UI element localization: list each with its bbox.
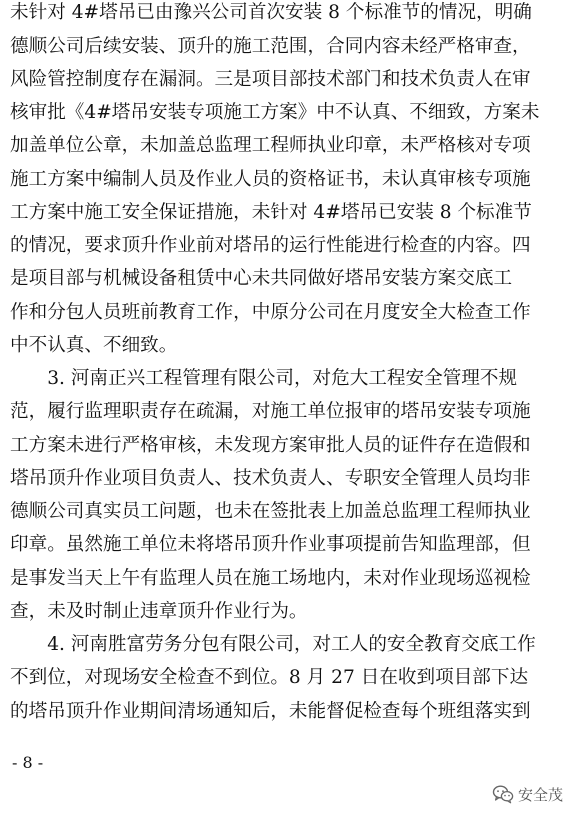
- text-line: 风险管控制度存在漏洞。三是项目部技术部门和技术负责人在审: [10, 69, 531, 90]
- text-line: 施工方案中编制人员及作业人员的资格证书，未认真审核专项施: [10, 169, 531, 190]
- text-line: 不到位，对现场安全检查不到位。8 月 27 日在收到项目部下达: [10, 667, 529, 688]
- watermark-text: 安全茂: [518, 785, 564, 804]
- text-line: 的塔吊顶升作业期间清场通知后，未能督促检查每个班组落实到: [10, 701, 531, 722]
- text-line: 的情况，要求顶升作业前对塔吊的运行性能进行检查的内容。四: [10, 235, 531, 256]
- page-number: - 8 -: [12, 753, 44, 772]
- text-line: 工方案中施工安全保证措施，未针对 4#塔吊已安装 8 个标准节: [10, 202, 532, 223]
- text-line: 作和分包人员班前教育工作，中原分公司在月度安全大检查工作: [10, 302, 531, 323]
- text-line: 工方案未进行严格审核，未发现方案审批人员的证件存在造假和: [10, 435, 531, 456]
- text-line: 塔吊顶升作业项目负责人、技术负责人、专职安全管理人员均非: [10, 468, 531, 489]
- text-line: 3. 河南正兴工程管理有限公司，对危大工程安全管理不规: [10, 368, 518, 389]
- text-line: 4. 河南胜富劳务分包有限公司，对工人的安全教育交底工作: [10, 634, 536, 655]
- text-line: 查，未及时制止违章顶升作业行为。: [10, 601, 308, 622]
- text-line: 中不认真、不细致。: [10, 335, 178, 356]
- text-line: 是事发当天上午有监理人员在施工场地内，未对作业现场巡视检: [10, 568, 531, 589]
- text-line: 德顺公司后续安装、顶升的施工范围，合同内容未经严格审查，: [10, 36, 531, 57]
- text-line: 德顺公司真实员工问题，也未在签批表上加盖总监理工程师执业: [10, 501, 531, 522]
- text-line: 范，履行监理职责存在疏漏，对施工单位报审的塔吊安装专项施: [10, 401, 531, 422]
- text-line: 印章。虽然施工单位未将塔吊顶升作业事项提前告知监理部，但: [10, 534, 531, 555]
- text-line: 是项目部与机械设备租赁中心未共同做好塔吊安装方案交底工: [10, 268, 513, 289]
- watermark: [492, 781, 563, 807]
- text-line: 核审批《4#塔吊安装专项施工方案》中不认真、不细致，方案未: [10, 102, 540, 123]
- wechat-icon: [492, 784, 514, 804]
- text-line: 加盖单位公章，未加盖总监理工程师执业印章，未严格核对专项: [10, 135, 531, 156]
- text-line: 未针对 4#塔吊已由豫兴公司首次安装 8 个标准节的情况，明确: [10, 2, 532, 23]
